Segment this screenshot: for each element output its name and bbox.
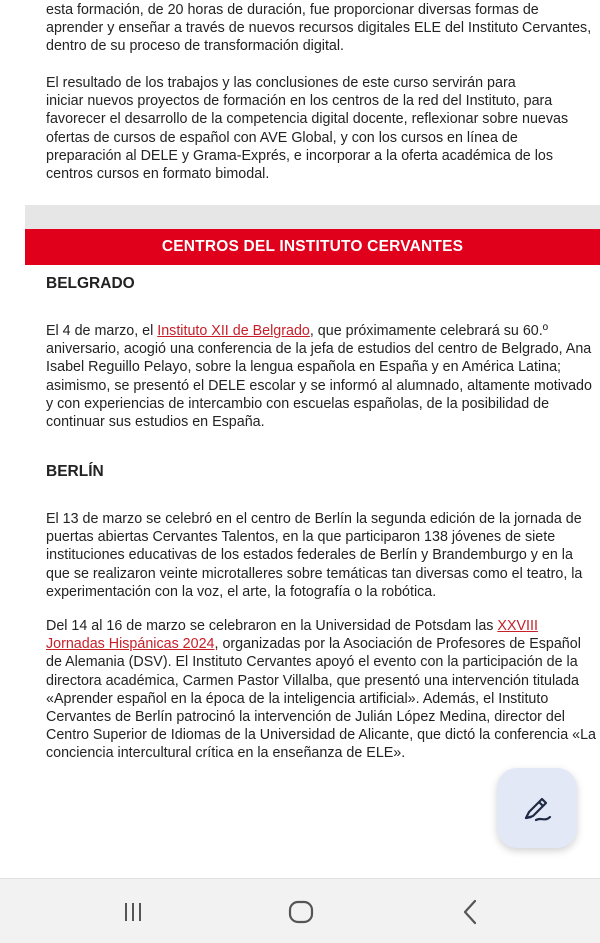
back-icon bbox=[459, 898, 483, 926]
link-jornadas-hispanicas-2024[interactable]: Jornadas Hispánicas 2024 bbox=[46, 636, 215, 653]
text-line: y con experiencias de intercambio con escuelas españolas, de la posibilidad de bbox=[46, 395, 550, 412]
recent-apps-button[interactable] bbox=[113, 897, 153, 927]
text-line: ofertas de cursos de español con AVE Global, y con los cursos en línea de bbox=[46, 129, 518, 146]
text-line: El resultado de los trabajos y las conclusiones de este curso servirán para bbox=[46, 75, 516, 91]
text-line: El 13 de marzo se celebró en el centro de Berlín la segunda edición de la jornada de bbox=[46, 511, 582, 527]
text-line: iniciar nuevos proyectos de formación en los centros de la red del Instituto, para bbox=[46, 93, 553, 110]
text-line: continuar sus estudios en España. bbox=[46, 414, 265, 431]
text-line: instituciones educativas de los estados federales de Berlín y Brandemburgo y en la bbox=[46, 547, 573, 564]
section-banner: CENTROS DEL INSTITUTO CERVANTES bbox=[25, 229, 600, 265]
berlin-paragraph-2 bbox=[46, 617, 600, 763]
back-button[interactable] bbox=[451, 897, 491, 927]
text-line: experimentación con la voz, el arte, la fotografía o la robótica. bbox=[46, 583, 437, 600]
text-line: que se realizaron veinte microtalleres sobre temáticas tan diversas como el teatro, la bbox=[46, 565, 583, 582]
home-button[interactable] bbox=[281, 897, 321, 927]
home-icon bbox=[287, 898, 315, 926]
text-segment: , organizadas por la Asociación de Profesores de Español bbox=[214, 636, 581, 653]
text-line bbox=[46, 617, 600, 635]
pen-edit-icon bbox=[520, 791, 554, 825]
intro-paragraph-2 bbox=[46, 74, 600, 183]
text-line: puertas abiertas Cervantes Talentos, en la que participaron 138 jóvenes de siete bbox=[46, 529, 556, 546]
recent-apps-icon bbox=[121, 900, 145, 924]
text-segment: Del 14 al 16 de marzo se celebraron en la Universidad de Potsdam las bbox=[46, 618, 498, 634]
system-navigation-bar bbox=[0, 878, 600, 943]
text-line: Cervantes de Berlín patrocinó la intervención de Julián López Medina, director del bbox=[46, 709, 565, 726]
link-instituto-xii-belgrado[interactable]: Instituto XII de Belgrado bbox=[157, 323, 310, 339]
text-line: asimismo, se presentó el DELE escolar y se informó al alumnado, altamente motivado bbox=[46, 377, 592, 394]
text-line: favorecer el desarrollo de la competencia digital docente, reflexionar sobre nuevas bbox=[46, 111, 569, 128]
text-line: preparación al DELE y Grama-Exprés, e incorporar a la oferta académica de los bbox=[46, 147, 553, 164]
text-line bbox=[46, 635, 600, 653]
text-line: conciencia intercultural crítica en la enseñanza de ELE». bbox=[46, 745, 406, 762]
text-line bbox=[46, 322, 600, 340]
text-segment: El 4 de marzo, el bbox=[46, 323, 158, 339]
text-line: aprender y enseñar a través de nuevos recursos digitales ELE del Instituto Cervantes, bbox=[46, 20, 592, 37]
text-line: Isabel Reguillo Pelayo, sobre la lengua española en España y en América Latina; bbox=[46, 359, 562, 376]
text-line: directora académica, Carmen Pastor Villalba, que presentó una intervención titulada bbox=[46, 672, 579, 689]
belgrado-paragraph bbox=[46, 322, 600, 431]
text-line: esta formación, de 20 horas de duración, fue proporcionar diversas formas de bbox=[46, 2, 539, 18]
text-line: dentro de su proceso de transformación digital. bbox=[46, 38, 345, 55]
berlin-paragraph-1 bbox=[46, 510, 600, 601]
intro-paragraph-1 bbox=[46, 1, 600, 56]
text-line: aniversario, acogió una conferencia de la jefa de estudios del centro de Belgrado, Ana bbox=[46, 341, 592, 358]
text-line: «Aprender español en la época de la inteligencia artificial». Además, el Instituto bbox=[46, 690, 549, 707]
text-line: centros cursos en formato bimodal. bbox=[46, 166, 270, 183]
link-xxviii-jornadas[interactable]: XXVIII bbox=[497, 618, 538, 634]
heading-berlin: BERLÍN bbox=[46, 463, 104, 480]
text-line: de Alemania (DSV). El Instituto Cervantes apoyó el evento con la participación de la bbox=[46, 654, 578, 671]
text-line: Centro Superior de Idiomas de la Universidad de Alicante, que dictó la conferencia «La bbox=[46, 727, 596, 744]
heading-belgrado: BELGRADO bbox=[46, 275, 135, 292]
section-divider-band bbox=[25, 205, 600, 229]
text-segment: , que próximamente celebrará su 60.º bbox=[309, 323, 548, 339]
edit-fab-button[interactable] bbox=[497, 768, 577, 848]
